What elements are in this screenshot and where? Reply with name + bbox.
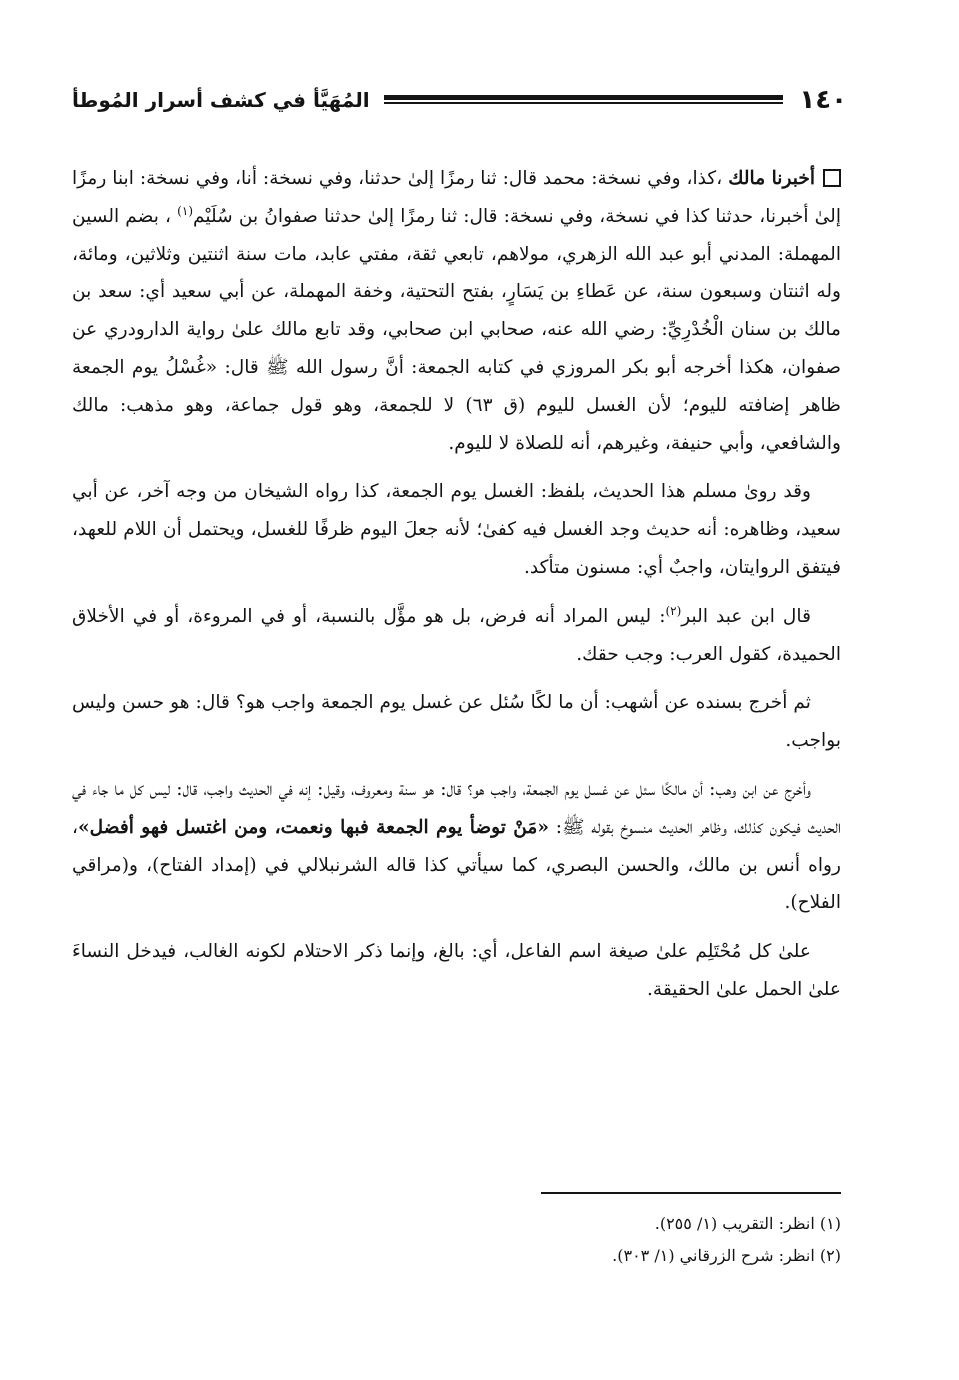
footnotes — [200, 1208, 841, 1272]
footnote-ref-1: (١) — [177, 203, 193, 218]
footnote-divider — [541, 1192, 841, 1194]
header-rule — [384, 95, 784, 105]
paragraph-6: علىٰ كل مُحْتَلِم علىٰ صيغة اسم الفاعل، أي: بالغ، وإنما ذكر الاحتلام لكونه الغالب، فيدخل النساءَ علىٰ الحمل علىٰ الحقيقة. — [72, 941, 841, 1000]
hadith-quote: «مَنْ توضأ يوم الجمعة فبها ونعمت، ومن اغتسل فهو أفضل» — [78, 816, 550, 838]
narration-lead: أخبرنا مالك — [728, 168, 815, 189]
paragraph-5: وأخرج عن ابن وهب: أن مالكًا سئل عن غسل يوم الجمعة، واجب هو؟ قال: هو سنة ومعروف، وقيل: إنه في الحديث واجب، قال: ليس كل ما جاء في الحديث فيكون كذلك، وظاهر الحديث منسوخ بقوله ﷺ: «مَنْ توضأ يوم الجمعة فبها ونعمت، ومن اغتسل فهو أفضل»، رواه أنس بن مالك، والحسن البصري، كما سيأتي كذا قاله الشرنبلالي في (إمداد الفتاح)، و(مراقي الفلاح). — [72, 778, 841, 914]
footnote-1: (١) انظر: التقريب (١/ ٢٥٥). — [654, 1214, 841, 1233]
footnote-ref-2: (٢) — [665, 603, 682, 618]
square-marker-icon — [823, 169, 841, 187]
paragraph-2: وقد روىٰ مسلم هذا الحديث، بلفظ: الغسل يوم الجمعة، كذا رواه الشيخان من وجه آخر، عن أبي سعيد، وظاهره: أنه حديث وجد الغسل فيه كفىٰ؛ لأنه جعلَ اليوم ظرفًا للغسل، ويحتمل أن اللام للعهد، فيتفق الروايتان، واجبٌ أي: مسنون متأكد. — [72, 481, 841, 578]
paragraph-3: قال ابن عبد البر$^{(٢)}$: ليس المراد أنه فرض، بل هو مؤَّل بالنسبة، أو في المروءة، أو في الأخلاق الحميدة، كقول العرب: وجب حقك. — [72, 603, 841, 665]
main-text — [72, 160, 841, 1020]
footnote-2: (٢) انظر: شرح الزرقاني (١/ ٣٠٣). — [612, 1246, 841, 1265]
book-title: المُهَيَّأ في كشف أسرار المُوطأ — [72, 88, 370, 112]
paragraph-1: أخبرنا مالك ،كذا، وفي نسخة: محمد قال: ثنا رمزًا إلىٰ حدثنا، وفي نسخة: أنا، وفي نسخة: ابنا رمزًا إلىٰ أخبرنا، حدثنا كذا في نسخة، وفي نسخة: قال: ثنا رمزًا إلىٰ حدثنا صفوانُ بن سُلَيْم$^{(١)}$ ، بضم السين المهملة: المدني أبو عبد الله الزهري، مولاهم، تابعي ثقة، مفتي عابد، مات سنة اثنتين وثلاثين، ومائة، وله اثنتان وسبعون سنة، عن عَطاءِ بن يَسَارٍ، بفتح التحتية، وخفة المهملة، عن أبي سعيد أي: سعد بن مالك بن سنان الْخُدْرِيِّ: رضي الله عنه، صحابي ابن صحابي، وقد تابع مالك علىٰ رواية الدارودري عن صفوان، هكذا أخرجه أبو بكر المروزي في كتابه الجمعة: أنَّ رسول الله ﷺ قال: «غُسْلُ يوم الجمعة ظاهر إضافته لليوم؛ لأن الغسل لليوم (ق ٦٣) لا للجمعة، وهو قول جماعة، وهو مذهب: مالك والشافعي، وأبي حنيفة، وغيرهم، أنه للصلاة لا لليوم. — [72, 168, 842, 454]
paragraph-4: ثم أخرج بسنده عن أشهب: أن ما لكًا سُئل عن غسل يوم الجمعة واجب هو؟ قال: هو حسن وليس بواجب. — [72, 692, 841, 752]
running-header — [72, 80, 847, 120]
page-number: ١٤٠ — [799, 85, 847, 115]
